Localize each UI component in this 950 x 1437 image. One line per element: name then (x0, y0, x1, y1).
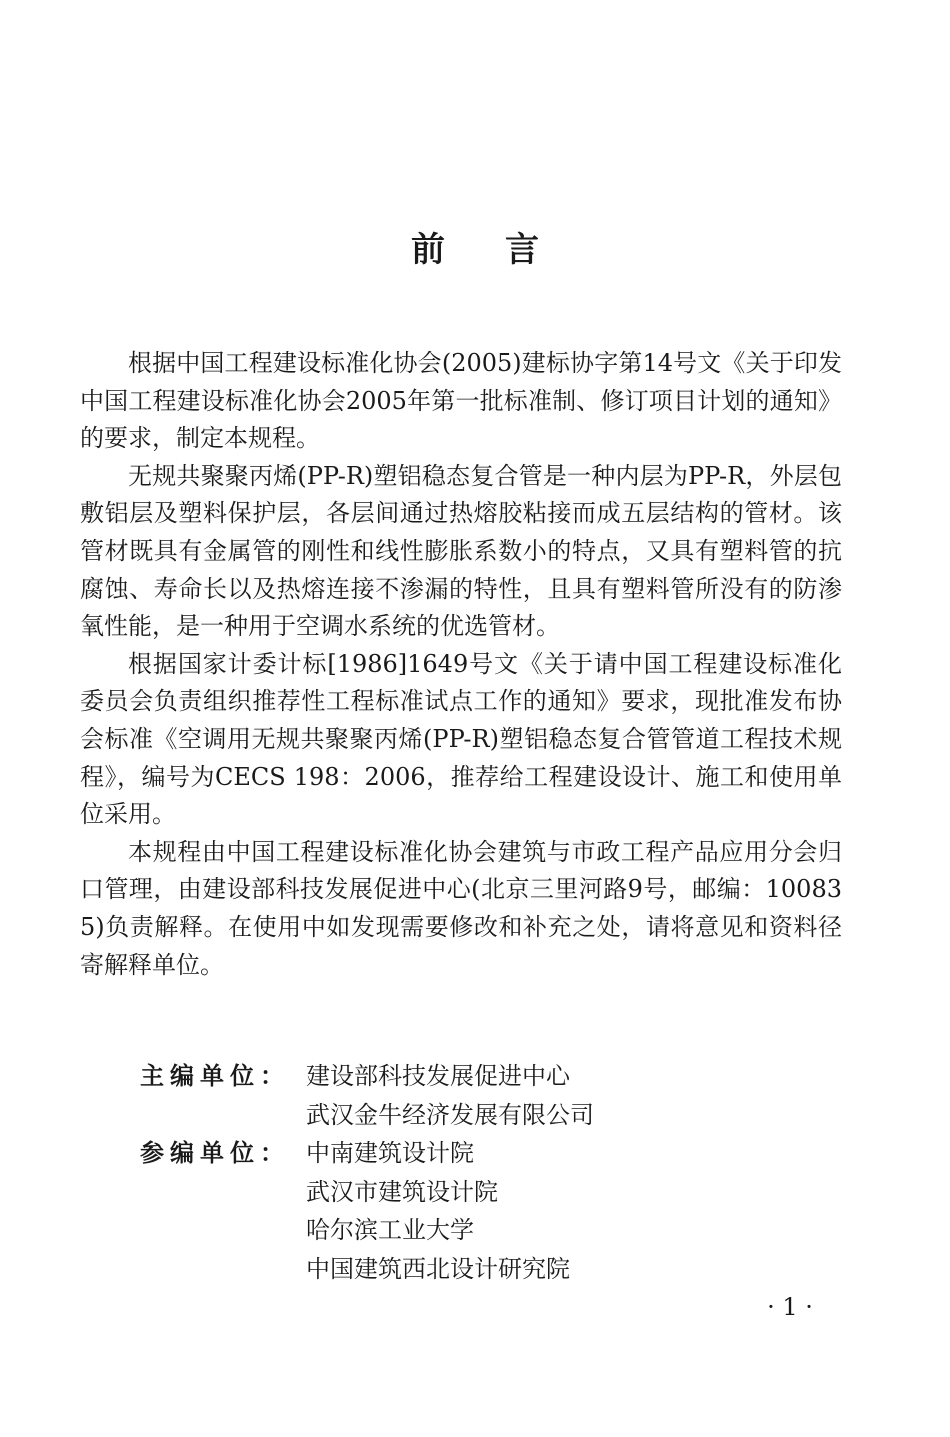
paragraph-2: 无规共聚聚丙烯(PP-R)塑铝稳态复合管是一种内层为PP-R，外层包敷铝层及塑料保护层，各层间通过热熔胶粘接而成五层结构的管材。该管材既具有金属管的刚性和线性膨胀系数小的特点，又具有塑料管的抗腐蚀、寿命长以及热熔连接不渗漏的特性，且具有塑料管所没有的防渗氧性能，是一种用于空调水系统的优选管材。 (80, 461, 842, 641)
editor-units (140, 1057, 840, 1288)
page-number: · 1 · (767, 1293, 813, 1321)
chief-editor-label: 主编单位： (140, 1062, 290, 1090)
paragraph-1: 根据中国工程建设标准化协会(2005)建标协字第14号文《关于印发中国工程建设标准化协会2005年第一批标准制、修订项目计划的通知》的要求，制定本规程。 (80, 349, 842, 453)
participating-editor-group (140, 1134, 840, 1288)
participating-editor-unit: 中国建筑西北设计研究院 (306, 1254, 570, 1283)
chief-editor-unit: 建设部科技发展促进中心 (306, 1062, 570, 1090)
paragraph-4: 本规程由中国工程建设标准化协会建筑与市政工程产品应用分会归口管理，由建设部科技发展促进中心(北京三里河路9号，邮编：100835)负责解释。在使用中如发现需要修改和补充之处，请将意见和资料径寄解释单位。 (80, 837, 842, 979)
page-title: 前言 (411, 230, 599, 270)
preface-body (80, 345, 842, 984)
paragraph-3: 根据国家计委计标[1986]1649号文《关于请中国工程建设标准化委员会负责组织推荐性工程标准试点工作的通知》要求，现批准发布协会标准《空调用无规共聚聚丙烯(PP-R)塑铝稳态复合管管道工程技术规程》，编号为CECS 198：2006，推荐给工程建设设计、施工和使用单位采用。 (80, 649, 842, 829)
participating-editor-label: 参编单位： (140, 1139, 290, 1167)
participating-editor-unit: 哈尔滨工业大学 (306, 1216, 474, 1244)
participating-editor-list (306, 1134, 570, 1288)
participating-editor-unit: 中南建筑设计院 (306, 1139, 474, 1167)
chief-editor-group (140, 1057, 840, 1134)
participating-editor-unit: 武汉市建筑设计院 (306, 1177, 498, 1206)
chief-editor-list (306, 1057, 594, 1134)
chief-editor-unit: 武汉金牛经济发展有限公司 (306, 1100, 594, 1129)
